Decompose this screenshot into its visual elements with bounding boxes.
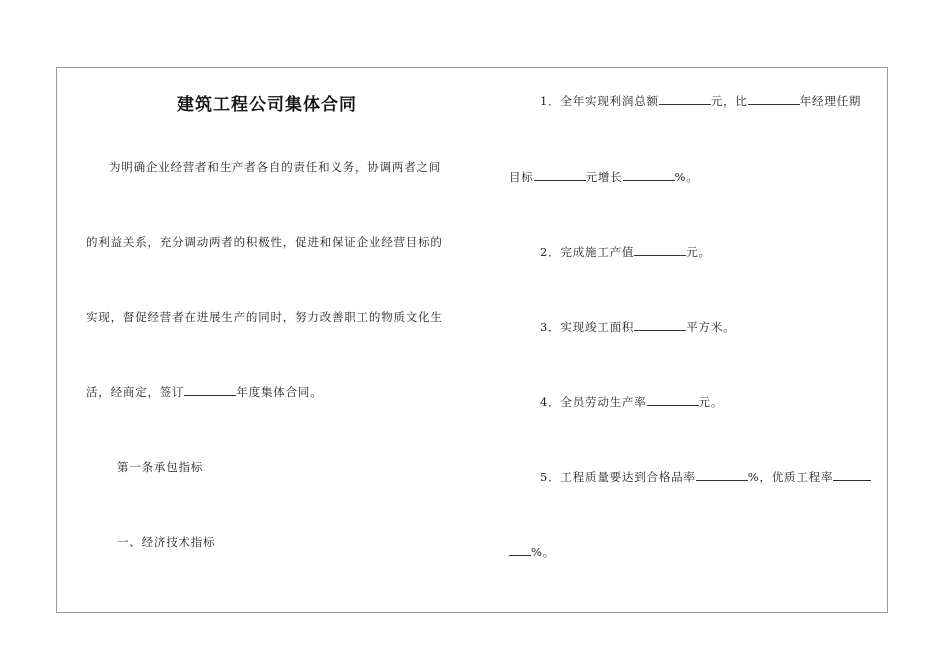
- document-title: 建筑工程公司集体合同: [177, 95, 357, 115]
- excellent-rate-blank: [833, 469, 871, 481]
- item-2-text-b: 元。: [686, 245, 711, 259]
- item-1-text-e: 元增长: [585, 170, 623, 184]
- item-2-text-a: 2．完成施工产值: [540, 245, 635, 259]
- target-blank: [534, 169, 586, 181]
- item-4-text-a: 4．全员劳动生产率: [540, 395, 647, 409]
- item-1-line-2: [509, 169, 699, 185]
- growth-blank: [623, 169, 675, 181]
- item-3-text-a: 3．实现竣工面积: [540, 320, 635, 334]
- previous-year-blank: [748, 93, 800, 105]
- item-5-text-a: 5．工程质量要达到合格品率: [540, 470, 696, 484]
- item-5-line-1: [540, 469, 871, 485]
- paragraph-line-4: [86, 384, 323, 400]
- paragraph-line-2: 的利益关系，充分调动两者的积极性，促进和保证企业经营目标的: [86, 235, 443, 249]
- item-1-text-f: %。: [674, 170, 699, 184]
- item-1-text-a: 1．全年实现利润总额: [540, 94, 659, 108]
- paragraph-line-3: 实现，督促经营者在进展生产的同时，努力改善职工的物质文化生: [86, 310, 443, 324]
- paragraph-line-4-text: 活，经商定，签订: [86, 385, 185, 399]
- year-blank: [184, 384, 236, 396]
- paragraph-line-1: 为明确企业经营者和生产者各自的责任和义务，协调两者之间: [109, 160, 442, 174]
- area-blank: [634, 319, 686, 331]
- item-2-line: [540, 244, 711, 260]
- item-1-line-1: [540, 93, 861, 109]
- item-5-text-b: %，优质工程率: [747, 470, 834, 484]
- qualified-rate-blank: [696, 469, 748, 481]
- excellent-rate-blank-cont: [509, 544, 531, 556]
- item-5-text-c: %。: [531, 545, 556, 559]
- article-heading: 第一条承包指标: [117, 460, 204, 474]
- item-1-text-b: 元，比: [710, 94, 748, 108]
- item-1-text-d: 目标: [509, 170, 534, 184]
- document-frame: [56, 67, 888, 613]
- item-3-text-b: 平方米。: [686, 320, 736, 334]
- item-4-text-b: 元。: [698, 395, 724, 409]
- output-value-blank: [634, 244, 686, 256]
- item-4-line: [540, 394, 723, 410]
- item-5-line-2: [509, 544, 555, 560]
- section-heading: 一、经济技术指标: [117, 535, 216, 549]
- productivity-blank: [647, 394, 699, 406]
- item-3-line: [540, 319, 735, 335]
- profit-blank: [659, 93, 711, 105]
- paragraph-line-4-tail: 年度集体合同。: [236, 385, 323, 399]
- item-1-text-c: 年经理任期: [799, 94, 862, 108]
